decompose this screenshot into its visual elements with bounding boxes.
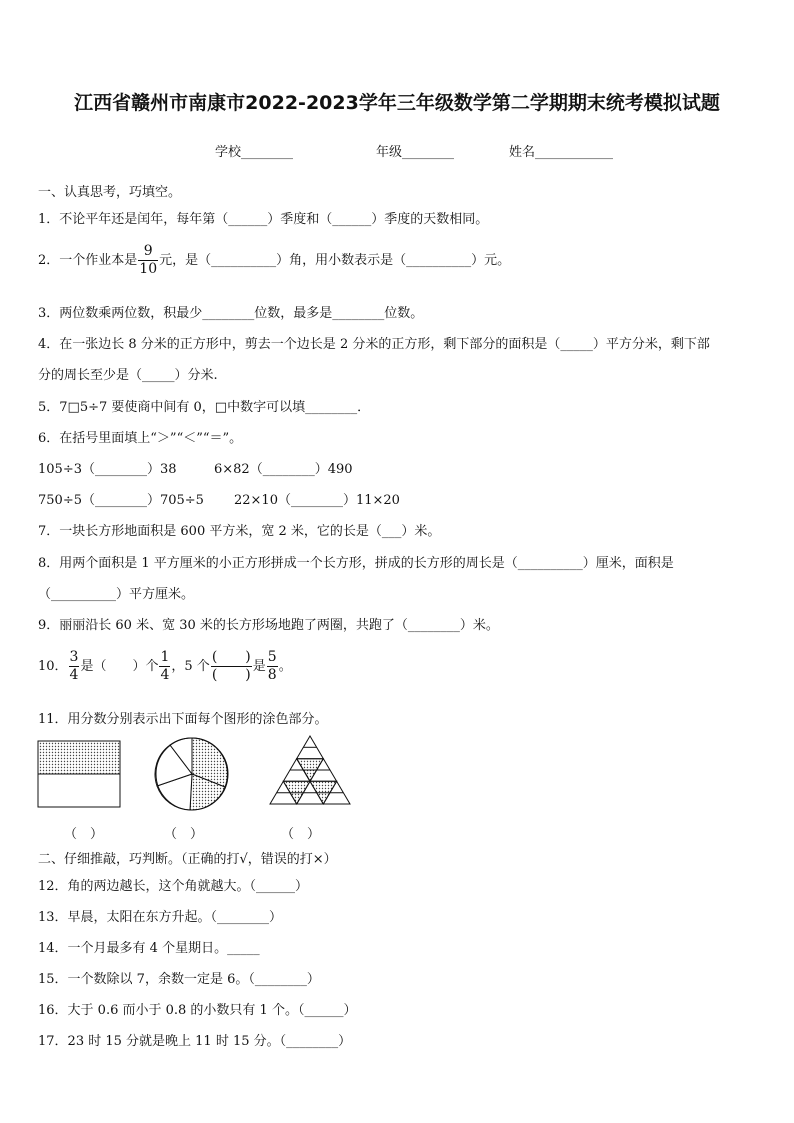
question-2-suffix: 元，是（__________）角，用小数表示是（__________）元。 [159, 253, 511, 268]
question-10-text-2: ，5 个 [171, 659, 210, 674]
fraction-denominator: 8 [267, 667, 277, 683]
question-10-text-1: 是（ ）个 [80, 659, 159, 674]
q6-item-4: 22×10（________）11×20 [234, 493, 400, 508]
question-8-line-2: （__________）平方厘米。 [38, 587, 195, 602]
grade-field: 年级________ [376, 145, 455, 160]
fraction-denominator: 4 [69, 667, 79, 683]
q6-item-2: 6×82（________）490 [214, 462, 353, 477]
question-16: 16．大于 0.6 而小于 0.8 的小数只有 1 个。（______） [38, 1003, 357, 1018]
fraction-denominator: ( ) [211, 667, 251, 683]
fraction-numerator: 3 [69, 649, 79, 665]
question-11: 11．用分数分别表示出下面每个图形的涂色部分。 [38, 712, 328, 727]
question-6: 6．在括号里面填上“＞”“＜”“＝”。 [38, 431, 243, 446]
q6-item-3: 750÷5（________）705÷5 [38, 493, 204, 508]
question-5: 5．7□5÷7 要使商中间有 0，□中数字可以填________． [38, 400, 371, 415]
fraction-numerator: 5 [267, 649, 277, 665]
q11-figures [0, 730, 794, 815]
fraction-denominator: 4 [160, 667, 170, 683]
fraction-blank [211, 649, 252, 684]
fraction-9-10 [138, 243, 158, 278]
question-10-text-4: 。 [278, 659, 292, 674]
question-10-prefix: 10． [38, 659, 68, 674]
section-1-heading: 一、认真思考，巧填空。 [38, 185, 182, 200]
question-17: 17．23 时 15 分就是晚上 11 时 15 分。（________） [38, 1034, 352, 1049]
question-10-text-3: 是 [252, 659, 266, 674]
q11-answer-3: （ ） [281, 827, 321, 842]
question-3: 3．两位数乘两位数，积最少________位数，最多是________位数。 [38, 306, 424, 321]
question-12: 12．角的两边越长，这个角就越大。（______） [38, 879, 309, 894]
fraction-numerator: 9 [138, 243, 158, 261]
question-2-prefix: 2．一个作业本是 [38, 253, 138, 268]
question-14: 14．一个月最多有 4 个星期日。_____ [38, 941, 260, 956]
question-9: 9．丽丽沿长 60 米、宽 30 米的长方形场地跑了两圈，共跑了（________）米。 [38, 618, 499, 633]
circle-figure [155, 738, 228, 810]
q6-item-1: 105÷3（________）38 [38, 462, 177, 477]
question-10 [38, 649, 292, 684]
rectangle-figure [38, 741, 120, 807]
question-2 [38, 243, 510, 278]
question-13: 13．早晨，太阳在东方升起。（________） [38, 910, 283, 925]
q11-answer-1: （ ） [64, 827, 104, 842]
question-7: 7．一块长方形地面积是 600 平方米，宽 2 米，它的长是（___）米。 [38, 524, 441, 539]
fraction-numerator: 1 [160, 649, 170, 665]
question-15: 15．一个数除以 7，余数一定是 6。（________） [38, 972, 320, 987]
fraction-1-4 [159, 649, 170, 684]
question-4-line-2: 分的周长至少是（_____）分米. [38, 368, 218, 383]
question-4-line-1: 4．在一张边长 8 分米的正方形中，剪去一个边长是 2 分米的正方形，剩下部分的面积是（_____）平方分米，剩下部 [38, 337, 710, 352]
fraction-numerator: ( ) [211, 649, 251, 665]
fraction-denominator: 10 [139, 261, 158, 277]
question-1: 1．不论平年还是闰年，每年第（______）季度和（______）季度的天数相同。 [38, 212, 489, 227]
page-title: 江西省赣州市南康市2022-2023学年三年级数学第二学期期末统考模拟试题 [74, 92, 720, 114]
triangle-figure [270, 736, 350, 804]
section-2-heading: 二、仔细推敲，巧判断。（正确的打√，错误的打×） [38, 852, 337, 867]
fraction-3-4 [69, 649, 80, 684]
question-8-line-1: 8．用两个面积是 1 平方厘米的小正方形拼成一个长方形，拼成的长方形的周长是（__________）厘米，面积是 [38, 556, 674, 571]
school-field: 学校________ [215, 145, 294, 160]
fraction-5-8 [267, 649, 278, 684]
q11-answer-2: （ ） [164, 827, 204, 842]
name-field: 姓名____________ [509, 145, 614, 160]
